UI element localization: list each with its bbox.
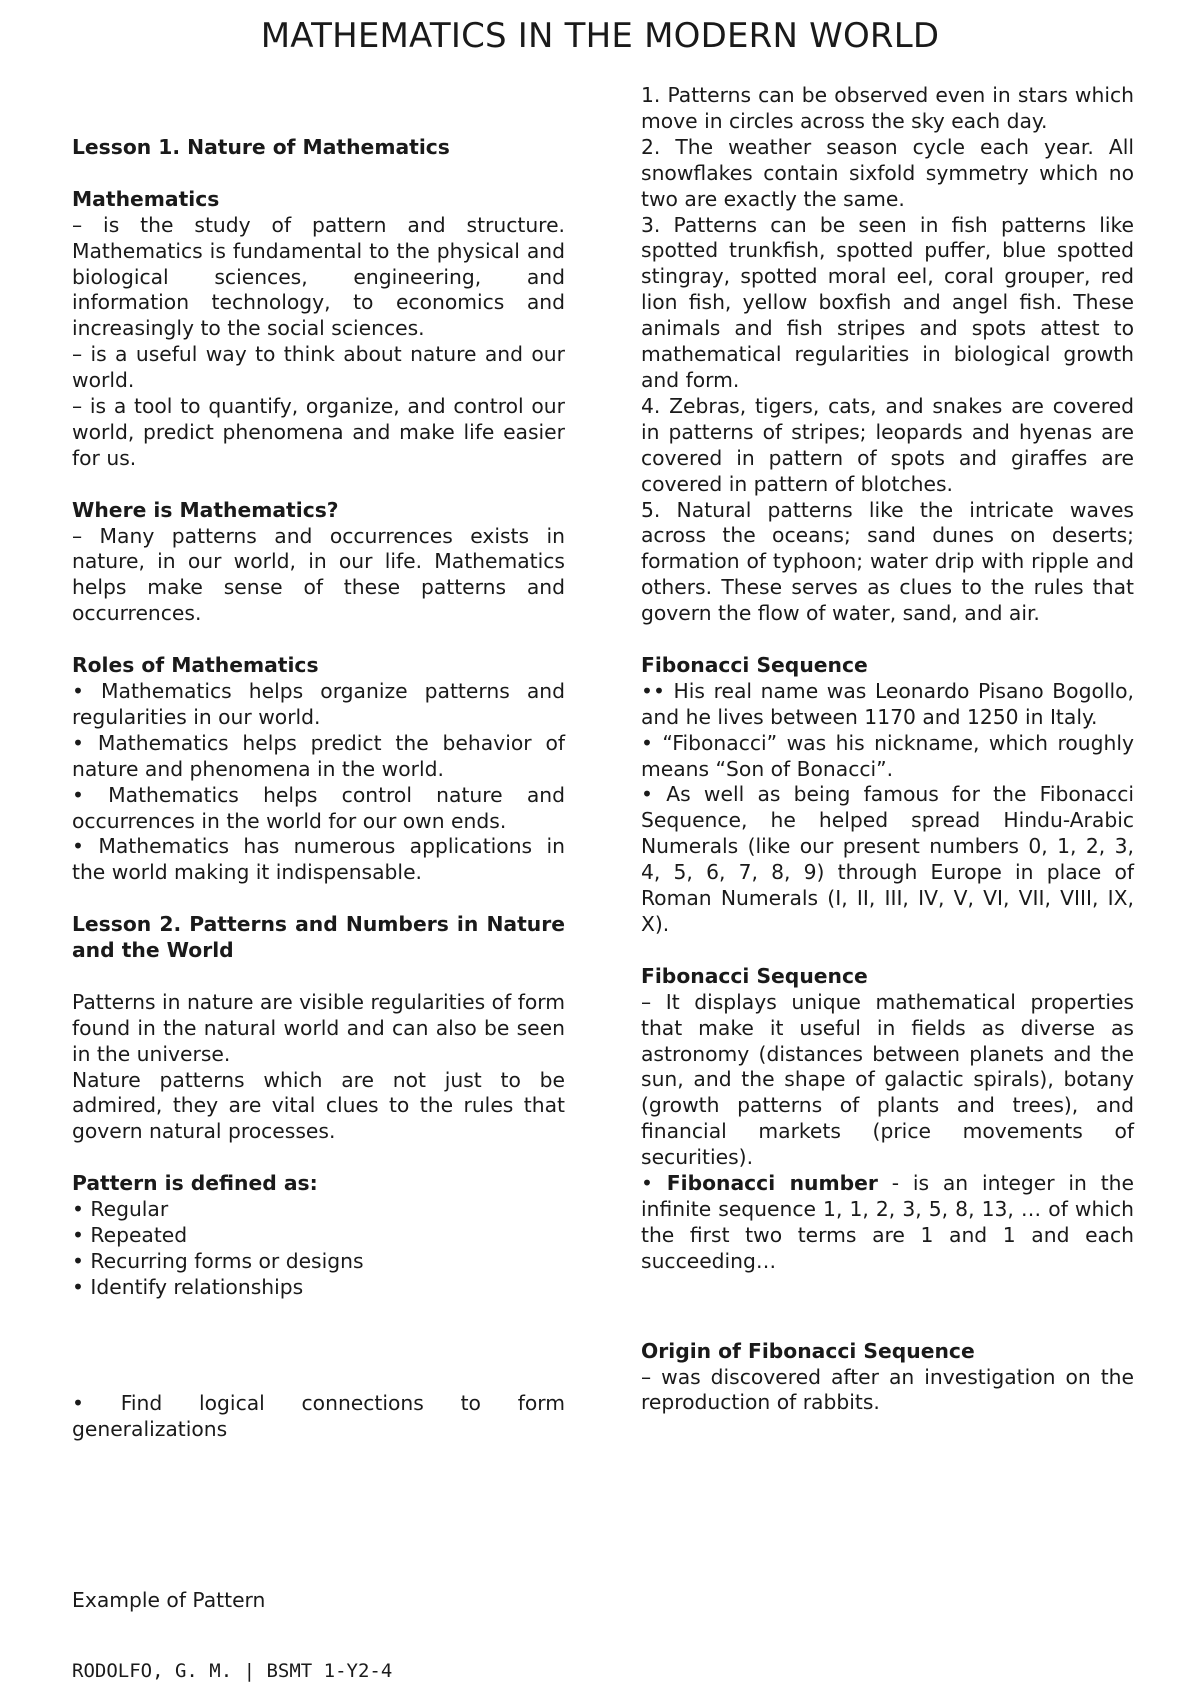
roles-item: • Mathematics helps predict the behavior of nature and phenomena in the world.	[72, 730, 565, 781]
pattern-example-item: 5. Natural patterns like the intricate waves across the oceans; sand dunes on deserts; formation of typhoon; water drip with ripple and others. These serves as clues to the rules that govern the flow of water, sand, and air.	[641, 497, 1134, 626]
find-logical-item: • Find logical connections to form generalizations	[72, 1390, 565, 1441]
pattern-def-item: • Identify relationships	[72, 1274, 304, 1299]
pattern-example-item: 4. Zebras, tigers, cats, and snakes are covered in patterns of stripes; leopards and hyenas are covered in pattern of spots and giraffes are covered in pattern of blotches.	[641, 393, 1134, 496]
origin-heading: Origin of Fibonacci Sequence	[641, 1338, 975, 1363]
where-paragraph: – Many patterns and occurrences exists in nature, in our world, in our life. Mathematics helps make sense of these patterns and occurrences.	[72, 523, 565, 626]
pattern-def-heading: Pattern is defined as:	[72, 1171, 318, 1196]
footer-author: RODOLFO, G. M. | BSMT 1-Y2-4	[72, 1660, 393, 1682]
example-of-pattern-label: Example of Pattern	[72, 1588, 266, 1612]
roles-item: • Mathematics helps organize patterns and regularities in our world.	[72, 678, 565, 729]
fibonacci-properties: – It displays unique mathematical properties that make it useful in fields as diverse as astronomy (distances between planets and the sun, and the shape of galactic spirals), botany (growth patterns of plants and trees), and financial markets (price movements of securities).	[641, 989, 1134, 1170]
pattern-def-item: • Recurring forms or designs	[72, 1248, 364, 1273]
lesson2-heading: Lesson 2. Patterns and Numbers in Nature and the World	[72, 912, 565, 963]
mathematics-paragraph: – is the study of pattern and structure. Mathematics is fundamental to the physical and biological sciences, engineering, and information technology, to economics and increasingly to the social sciences.	[72, 212, 565, 341]
fibonacci-number-text: - is an integer in the infinite sequence 1, 1, 2, 3, 5, 8, 13, … of which the first two terms are 1 and 1 and each succeeding…	[641, 1171, 1134, 1273]
pattern-def-item: • Repeated	[72, 1222, 188, 1247]
roles-item: • Mathematics has numerous applications in the world making it indispensable.	[72, 834, 565, 885]
fibonacci-item: •• His real name was Leonardo Pisano Bogollo, and he lives between 1170 and 1250 in Italy.	[641, 678, 1134, 729]
fibonacci-number-definition	[641, 1171, 1134, 1275]
bullet: •	[641, 1171, 667, 1196]
pattern-example-item: 2. The weather season cycle each year. All snowflakes contain sixfold symmetry which no two are exactly the same.	[641, 134, 1134, 211]
roles-item: • Mathematics helps control nature and occurrences in the world for our own ends.	[72, 782, 565, 833]
left-column	[72, 135, 565, 1443]
patterns-paragraph: Patterns in nature are visible regularities of form found in the natural world and can also be seen in the universe.	[72, 989, 565, 1066]
fibonacci-item: • “Fibonacci” was his nickname, which roughly means “Son of Bonacci”.	[641, 730, 1134, 781]
mathematics-paragraph: – is a tool to quantify, organize, and control our world, predict phenomena and make life easier for us.	[72, 394, 565, 470]
mathematics-heading: Mathematics	[72, 186, 220, 211]
patterns-paragraph: Nature patterns which are not just to be admired, they are vital clues to the rules that govern natural processes.	[72, 1067, 565, 1144]
page-title: MATHEMATICS IN THE MODERN WORLD	[260, 16, 940, 56]
roles-heading: Roles of Mathematics	[72, 653, 319, 678]
fibonacci-heading-2: Fibonacci Sequence	[641, 963, 868, 988]
mathematics-paragraph: – is a useful way to think about nature and our world.	[72, 342, 565, 393]
origin-paragraph: – was discovered after an investigation on the reproduction of rabbits.	[641, 1364, 1134, 1415]
pattern-def-item: • Regular	[72, 1197, 169, 1222]
right-column	[641, 83, 1134, 1416]
pattern-example-item: 3. Patterns can be seen in fish patterns like spotted trunkfish, spotted puffer, blue spotted stingray, spotted moral eel, coral grouper, red lion fish, yellow boxfish and angel fish. These animals and fish stripes and spots attest to mathematical regularities in biological growth and form.	[641, 212, 1134, 392]
where-heading: Where is Mathematics?	[72, 497, 339, 522]
pattern-example-item: 1. Patterns can be observed even in stars which move in circles across the sky each day.	[641, 83, 1134, 133]
fibonacci-item: • As well as being famous for the Fibonacci Sequence, he helped spread Hindu-Arabic Numerals (like our present numbers 0, 1, 2, 3, 4, 5, 6, 7, 8, 9) through Europe in place of Roman Numerals (I, II, III, IV, V, VI, VII, VIII, IX, X).	[641, 782, 1134, 936]
fibonacci-heading: Fibonacci Sequence	[641, 652, 868, 677]
lesson1-heading: Lesson 1. Nature of Mathematics	[72, 135, 450, 159]
fibonacci-number-term: Fibonacci number	[666, 1171, 878, 1196]
